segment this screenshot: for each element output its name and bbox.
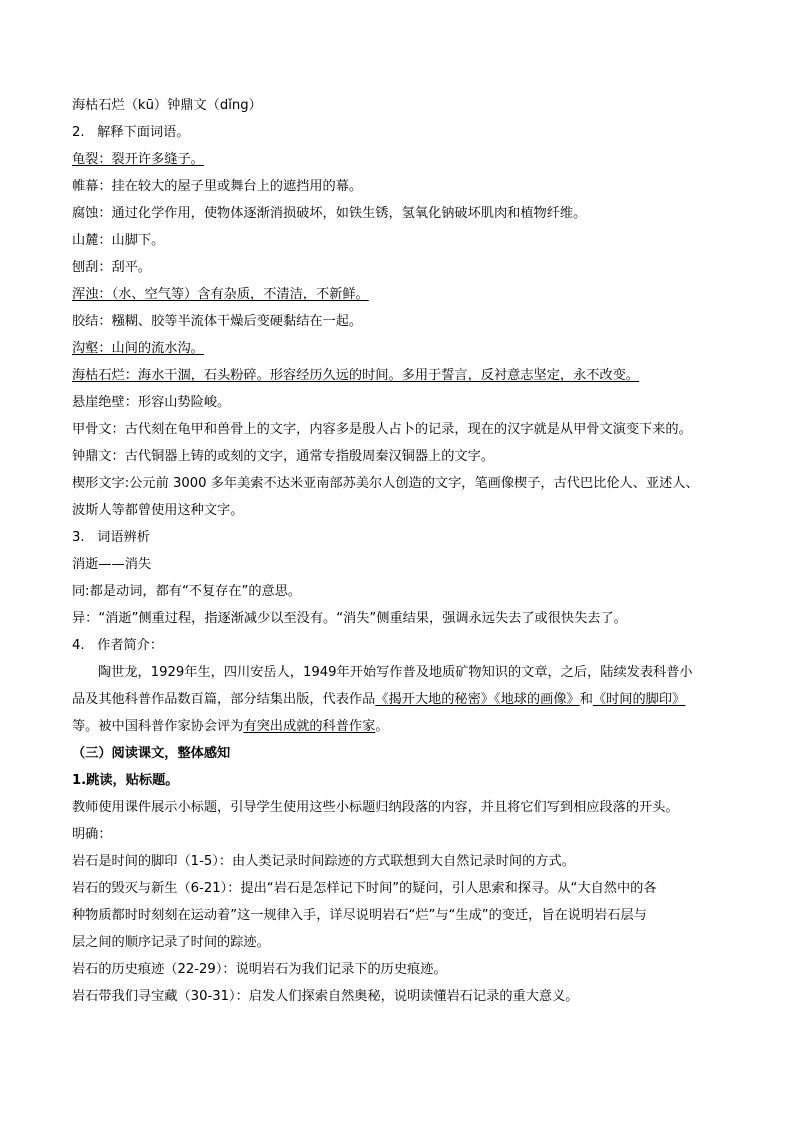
teacher-instruction: 教师使用课件展示小标题，引导学生使用这些小标题归纳段落的内容，并且将它们写到相应段落的开头。 [72, 800, 679, 815]
term-xiexing-1: 楔形文字:公元前 3000 多年美索不达米亚南部苏美尔人创造的文字，笔画像楔子，古代巴比伦人、亚述人、 [72, 476, 699, 491]
term-jiaojie: 胶结：糨糊、胶等半流体干燥后变硬黏结在一起。 [72, 314, 363, 329]
term-baogua: 刨刮：刮平。 [72, 260, 152, 275]
title-part-2-b: 种物质都时时刻刻在运动着”这一规律入手，详尽说明岩石“烂”与“生成”的变迁，旨在说明岩石层与 [72, 908, 647, 923]
title-part-1: 岩石是时间的脚印（1-5）：由人类记录时间踪迹的方式联想到大自然记录时间的方式。 [72, 854, 575, 869]
author-para-1: 陶世龙，1929年生，四川安岳人，1949年开始写作普及地质矿物知识的文章，之后，陆续发表科普小 [98, 665, 693, 680]
term-hunzhuo: 浑浊：（水、空气等）含有杂质，不清洁，不新鲜。 [72, 287, 369, 302]
bianxi-pair: 消逝——消失 [72, 557, 152, 572]
term-fushi: 腐蚀：通过化学作用，使物体逐渐消损破坏，如铁生锈，氢氧化钠破坏肌肉和植物纤维。 [72, 206, 587, 221]
section-heading-reading: （三）阅读课文，整体感知 [72, 746, 231, 761]
term-xiexing-2: 波斯人等都曾使用这种文字。 [72, 503, 244, 518]
works-link-2: 《时间的脚印》 [592, 692, 686, 707]
term-xuanya: 悬崖绝壁：形容山势险峻。 [72, 395, 231, 410]
term-zhongdingwen: 钟鼎文：古代铜器上铸的或刻的文字，通常专指殷周秦汉铜器上的文字。 [72, 449, 494, 464]
mingque-label: 明确： [72, 827, 112, 842]
works-link-1: 《揭开大地的秘密》《地球的画像》 [375, 692, 580, 707]
term-haikushilan: 海枯石烂：海水干涸，石头粉碎。形容经历久远的时间。多用于誓言，反衬意志坚定，永不改变。 [72, 368, 640, 383]
author-para-3-end: 。 [375, 719, 389, 734]
author-para-2 [72, 690, 752, 710]
subheading-tiaodu: 1.跳读，贴标题。 [72, 773, 179, 788]
title-part-4: 岩石带我们寻宝藏（30-31）：启发人们探索自然奥秘，说明读懂岩石记录的重大意义。 [72, 989, 579, 1004]
term-weimu: 帷幕：挂在较大的屋子里或舞台上的遮挡用的幕。 [72, 179, 363, 194]
title-part-2-c: 层之间的顺序记录了时间的踪迹。 [72, 935, 270, 950]
author-para-3-text: 等。被中国科普作家协会评为 [72, 719, 244, 734]
title-part-3: 岩石的历史痕迹（22-29）：说明岩石为我们记录下的历史痕迹。 [72, 962, 447, 977]
section-heading-author: 4. 作者简介： [72, 638, 164, 653]
section-heading-explain: 2. 解释下面词语。 [72, 125, 190, 140]
bianxi-same: 同:都是动词，都有“不复存在”的意思。 [72, 584, 302, 599]
term-guilie: 龟裂：裂开许多缝子。 [72, 152, 204, 167]
author-para-3 [72, 717, 752, 737]
term-gouhe: 沟壑：山间的流水沟。 [72, 341, 204, 356]
term-shanlu: 山麓：山脚下。 [72, 233, 165, 248]
term-jiaguwen: 甲骨文：古代刻在龟甲和兽骨上的文字，内容多是殷人占卜的记录，现在的汉字就是从甲骨文演变下来的。 [72, 422, 692, 437]
pinyin-line: 海枯石烂（kū）钟鼎文（dǐng） [72, 98, 262, 113]
works-and: 和 [579, 692, 593, 707]
bianxi-diff: 异：“消逝”侧重过程，指逐渐减少以至没有。“消失”侧重结果，强调永远失去了或很快失去了。 [72, 611, 627, 626]
author-award: 有突出成就的科普作家 [243, 719, 376, 734]
author-para-2-text: 品及其他科普作品数百篇，部分结集出版，代表作品 [72, 692, 376, 707]
section-heading-bianxi: 3. 词语辨析 [72, 530, 150, 545]
title-part-2-a: 岩石的毁灭与新生（6-21）：提出“岩石是怎样记下时间”的疑问，引人思索和探寻。从“大自然中的各 [72, 881, 657, 896]
